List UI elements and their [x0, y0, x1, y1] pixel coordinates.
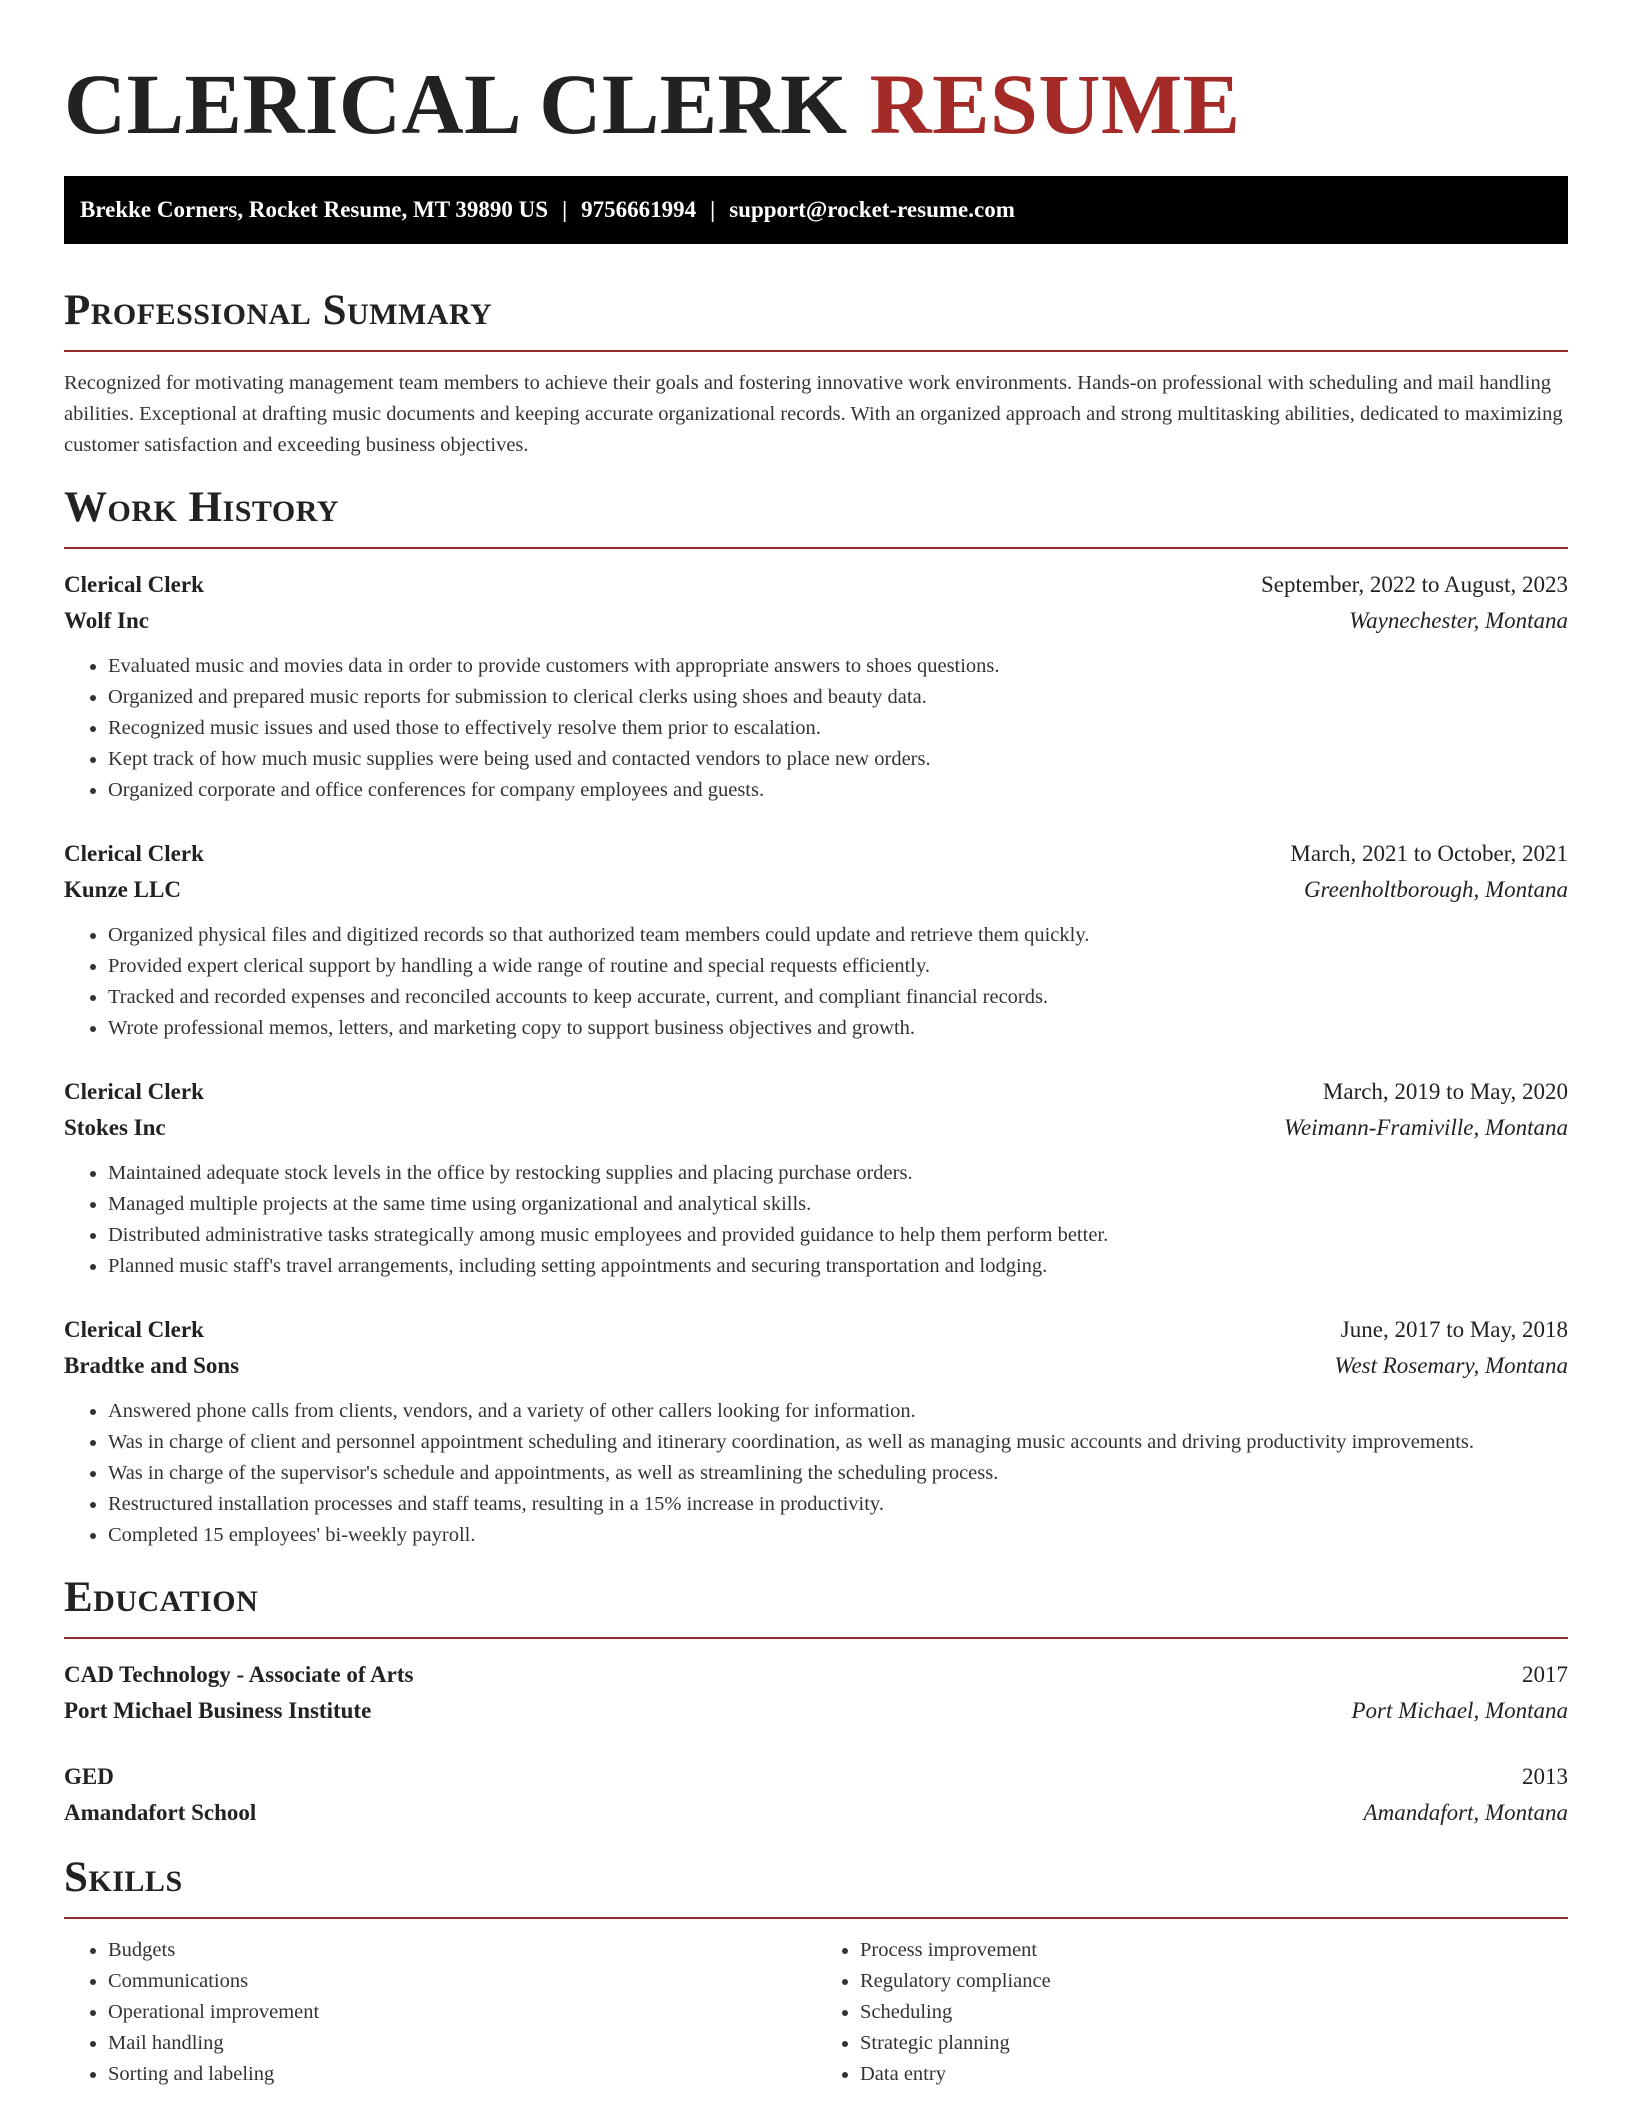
job-location: Greenholtborough, Montana — [1303, 877, 1568, 902]
summary-text: Recognized for motivating management team members to achieve their goals and fostering innovative work environments. Hands-on professional with scheduling and mail handling abilities. Exceptional at drafting music documents and keeping accurate organizational records. With an organized approach and strong multitasking abilities, dedicated to maximizing customer satisfaction and exceeding business objectives. — [64, 372, 1563, 456]
education-location: Amandafort, Montana — [1363, 1800, 1568, 1825]
education-year: 2017 — [1522, 1662, 1568, 1687]
job-entry — [64, 1312, 1568, 1551]
skill-item: • Data entry — [860, 2059, 1568, 2090]
job-entry — [64, 1074, 1568, 1282]
job-dates: March, 2019 to May, 2020 — [1322, 1079, 1568, 1104]
section-divider — [64, 1637, 1568, 1639]
title-accent: RESUME — [869, 56, 1241, 152]
skill-item: • Scheduling — [860, 1997, 1568, 2028]
education-list — [64, 1657, 1568, 1831]
resume-content — [64, 56, 1568, 2090]
skill-item: • Sorting and labeling — [108, 2059, 816, 2090]
job-bullet: • Answered phone calls from clients, vendors, and a variety of other callers looking for information. — [108, 1396, 1568, 1427]
job-bullet: • Wrote professional memos, letters, and marketing copy to support business objectives and growth. — [108, 1013, 1568, 1044]
job-entry — [64, 836, 1568, 1044]
job-entry — [64, 567, 1568, 806]
education-heading: Education — [64, 1574, 259, 1621]
job-title: Clerical Clerk — [64, 841, 204, 866]
skills-list-left — [64, 1935, 816, 2090]
job-bullet: • Provided expert clerical support by handling a wide range of routine and special requests efficiently. — [108, 951, 1568, 982]
job-company-row — [64, 603, 1568, 639]
education-header-row — [64, 1759, 1568, 1795]
job-company: Bradtke and Sons — [64, 1353, 240, 1378]
job-location: West Rosemary, Montana — [1334, 1353, 1568, 1378]
job-bullet: • Maintained adequate stock levels in the office by restocking supplies and placing purchase orders. — [108, 1158, 1568, 1189]
job-title: Clerical Clerk — [64, 1079, 204, 1104]
job-title: Clerical Clerk — [64, 572, 204, 597]
job-company-row — [64, 1110, 1568, 1146]
job-title: Clerical Clerk — [64, 1317, 204, 1342]
job-bullet: • Evaluated music and movies data in order to provide customers with appropriate answers to shoes questions. — [108, 651, 1568, 682]
skills-list-right — [816, 1935, 1568, 2090]
skills-heading: Skills — [64, 1854, 183, 1901]
contact-bar — [64, 176, 1568, 244]
job-dates: September, 2022 to August, 2023 — [1260, 572, 1568, 597]
resume-title — [64, 56, 1568, 152]
job-bullet-list — [64, 651, 1568, 806]
job-header-row — [64, 1074, 1568, 1110]
job-bullet: • Organized and prepared music reports for submission to clerical clerks using shoes and beauty data. — [108, 682, 1568, 713]
education-section — [64, 1573, 1568, 1831]
contact-phone: 9756661994 — [581, 197, 697, 222]
education-header-row — [64, 1657, 1568, 1693]
education-school: Port Michael Business Institute — [64, 1698, 372, 1723]
job-location: Waynechester, Montana — [1349, 608, 1568, 633]
summary-heading: Professional Summary — [64, 287, 493, 334]
education-degree: CAD Technology - Associate of Arts — [64, 1662, 414, 1687]
work-history-section — [64, 483, 1568, 1551]
skill-item: • Mail handling — [108, 2028, 816, 2059]
job-bullet-list — [64, 1396, 1568, 1551]
education-location: Port Michael, Montana — [1351, 1698, 1568, 1723]
education-year: 2013 — [1522, 1764, 1568, 1789]
education-school-row — [64, 1795, 1568, 1831]
skill-item: • Budgets — [108, 1935, 816, 1966]
skills-columns — [64, 1935, 1568, 2090]
job-company: Stokes Inc — [64, 1115, 166, 1140]
job-bullet: • Distributed administrative tasks strategically among music employees and provided guidance to help them perform better. — [108, 1220, 1568, 1251]
job-bullet: • Kept track of how much music supplies were being used and contacted vendors to place new orders. — [108, 744, 1568, 775]
job-bullet: • Restructured installation processes and staff teams, resulting in a 15% increase in productivity. — [108, 1489, 1568, 1520]
job-list — [64, 567, 1568, 1551]
job-bullet-list — [64, 920, 1568, 1044]
job-header-row — [64, 567, 1568, 603]
skill-item: • Process improvement — [860, 1935, 1568, 1966]
education-school-row — [64, 1693, 1568, 1729]
job-company: Kunze LLC — [64, 877, 181, 902]
education-entry — [64, 1657, 1568, 1729]
section-divider — [64, 547, 1568, 549]
job-bullet: • Managed multiple projects at the same time using organizational and analytical skills. — [108, 1189, 1568, 1220]
job-company-row — [64, 1348, 1568, 1384]
title-main: CLERICAL CLERK — [64, 56, 848, 152]
job-company: Wolf Inc — [64, 608, 149, 633]
job-bullet: • Completed 15 employees' bi-weekly payroll. — [108, 1520, 1568, 1551]
job-bullet: • Recognized music issues and used those to effectively resolve them prior to escalation. — [108, 713, 1568, 744]
job-header-row — [64, 836, 1568, 872]
skill-item: • Communications — [108, 1966, 816, 1997]
job-bullet: • Organized corporate and office conferences for company employees and guests. — [108, 775, 1568, 806]
job-header-row — [64, 1312, 1568, 1348]
contact-address: Brekke Corners, Rocket Resume, MT 39890 US — [80, 197, 549, 222]
skill-item: • Strategic planning — [860, 2028, 1568, 2059]
job-bullet: • Tracked and recorded expenses and reconciled accounts to keep accurate, current, and compliant financial records. — [108, 982, 1568, 1013]
job-company-row — [64, 872, 1568, 908]
skill-item: • Regulatory compliance — [860, 1966, 1568, 1997]
job-bullet: • Planned music staff's travel arrangements, including setting appointments and securing transportation and lodging. — [108, 1251, 1568, 1282]
job-bullet: • Organized physical files and digitized records so that authorized team members could update and retrieve them quickly. — [108, 920, 1568, 951]
summary-section — [64, 286, 1568, 461]
job-bullet-list — [64, 1158, 1568, 1282]
section-divider — [64, 350, 1568, 352]
job-bullet: • Was in charge of the supervisor's schedule and appointments, as well as streamlining the scheduling process. — [108, 1458, 1568, 1489]
contact-email: support@rocket-resume.com — [729, 197, 1015, 222]
education-degree: GED — [64, 1764, 114, 1789]
contact-separator: | — [710, 197, 716, 222]
section-divider — [64, 1917, 1568, 1919]
job-dates: March, 2021 to October, 2021 — [1290, 841, 1568, 866]
skill-item: • Operational improvement — [108, 1997, 816, 2028]
job-dates: June, 2017 to May, 2018 — [1340, 1317, 1568, 1342]
job-location: Weimann-Framiville, Montana — [1283, 1115, 1568, 1140]
work-history-heading: Work History — [64, 484, 339, 531]
contact-separator: | — [562, 197, 568, 222]
education-entry — [64, 1759, 1568, 1831]
education-school: Amandafort School — [64, 1800, 257, 1825]
job-bullet: • Was in charge of client and personnel appointment scheduling and itinerary coordination, as well as managing music accounts and driving productivity improvements. — [108, 1427, 1568, 1458]
skills-section — [64, 1853, 1568, 2090]
